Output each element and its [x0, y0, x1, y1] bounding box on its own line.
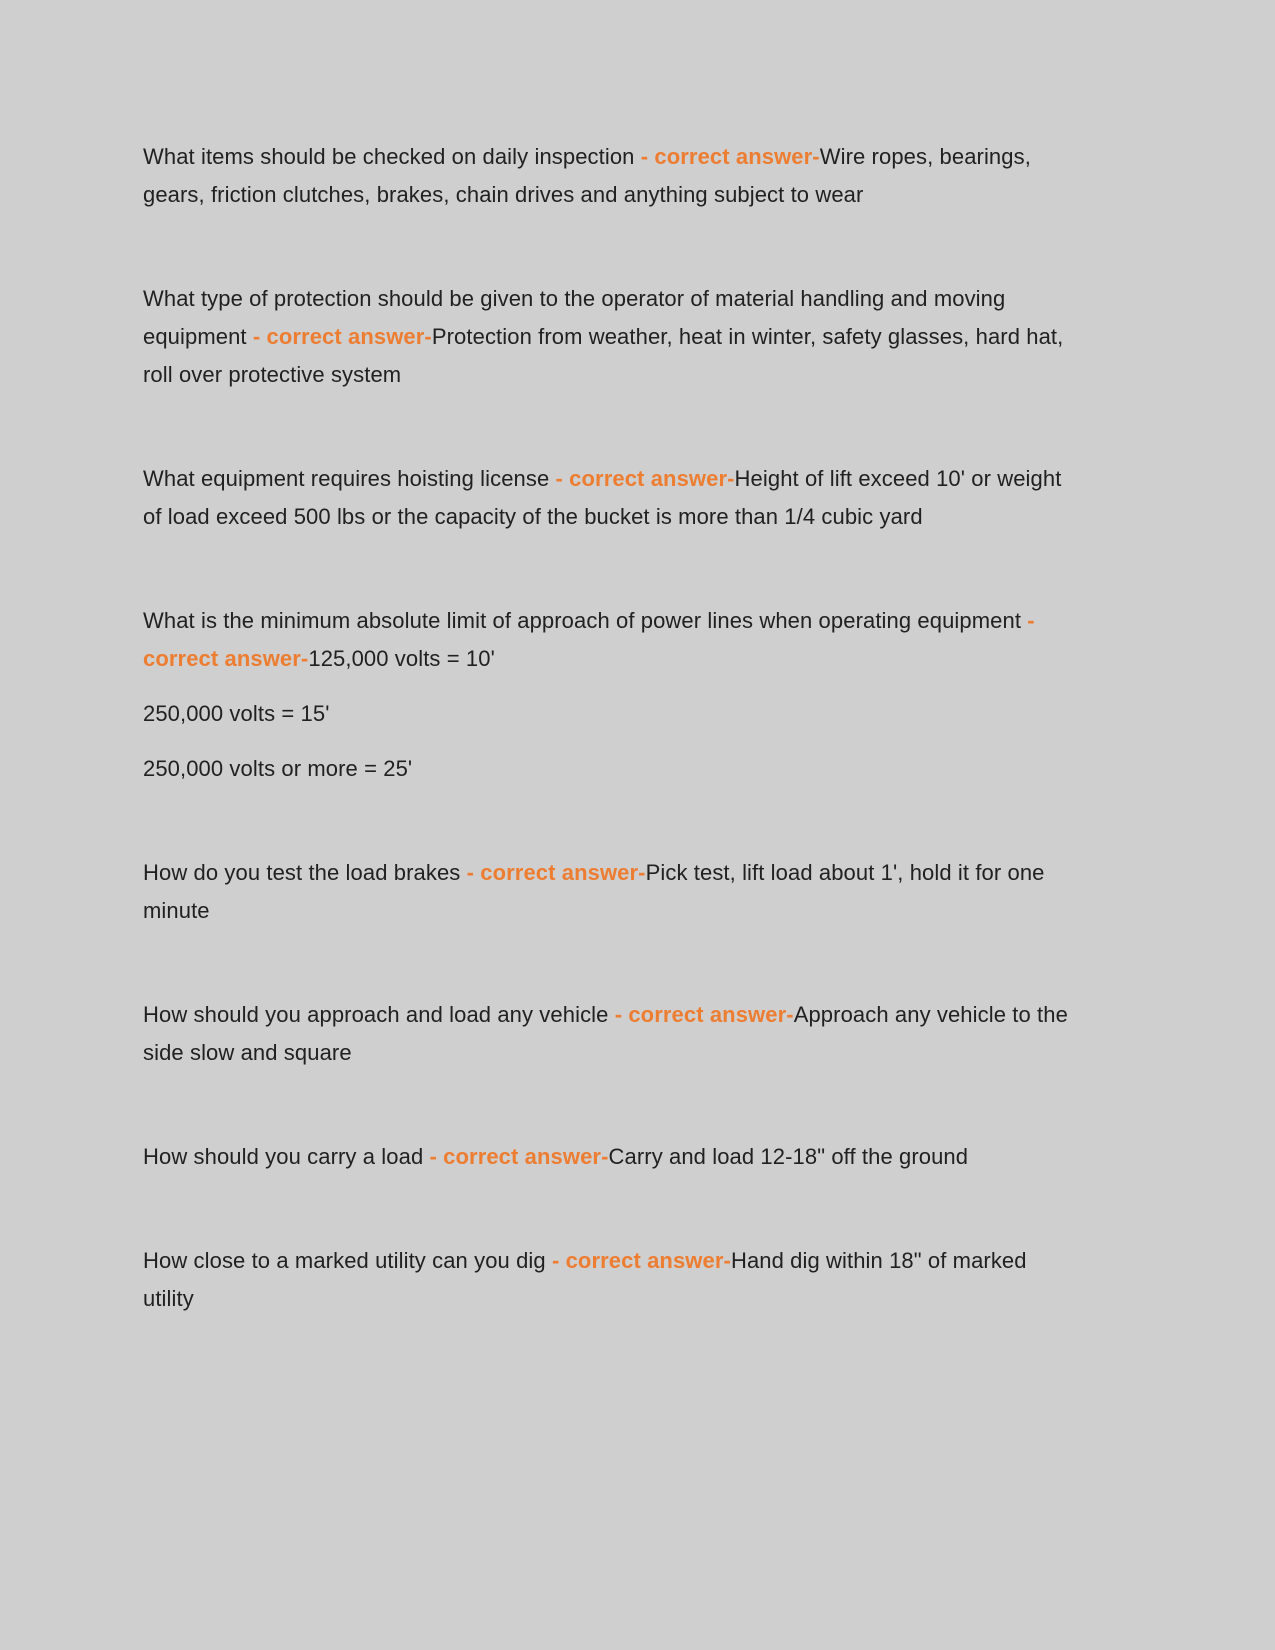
qa-block [143, 602, 1083, 788]
correct-answer-marker: - correct answer- [555, 466, 735, 491]
qa-block [143, 280, 1083, 394]
qa-paragraph [143, 854, 1083, 930]
qa-paragraph [143, 1242, 1083, 1318]
correct-answer-marker: - correct answer- [466, 860, 646, 885]
answer-text: Wire ropes, bearings, gears, friction clutches, brakes, chain drives and anything subject to wear [143, 144, 1031, 207]
correct-answer-marker: - correct answer- [640, 144, 820, 169]
qa-block [143, 854, 1083, 930]
qa-paragraph [143, 280, 1083, 394]
qa-paragraph [143, 602, 1083, 678]
document-content [143, 138, 1083, 1318]
question-text: What is the minimum absolute limit of approach of power lines when operating equipment [143, 608, 1028, 633]
question-text: What equipment requires hoisting license [143, 466, 556, 491]
question-text: What type of protection should be given to the operator of material handling and moving equipment [143, 286, 1006, 349]
qa-paragraph [143, 996, 1083, 1072]
qa-block [143, 138, 1083, 214]
qa-paragraph [143, 138, 1083, 214]
answer-text: Height of lift exceed 10' or weight of load exceed 500 lbs or the capacity of the bucket is more than 1/4 cubic yard [143, 466, 1062, 529]
answer-extra-line: 250,000 volts = 15' [143, 701, 330, 726]
answer-text: Approach any vehicle to the side slow and square [143, 1002, 1068, 1065]
correct-answer-marker: - correct answer- [143, 608, 1035, 671]
correct-answer-marker: - correct answer- [429, 1144, 609, 1169]
qa-block [143, 460, 1083, 536]
question-text: How should you carry a load [143, 1144, 430, 1169]
question-text: How close to a marked utility can you dig [143, 1248, 552, 1273]
qa-block [143, 996, 1083, 1072]
answer-text: Protection from weather, heat in winter, safety glasses, hard hat, roll over protective system [143, 324, 1064, 387]
qa-block [143, 1138, 1083, 1176]
correct-answer-marker: - correct answer- [614, 1002, 794, 1027]
answer-extra-line: 250,000 volts or more = 25' [143, 756, 413, 781]
answer-text: 125,000 volts = 10' [308, 646, 495, 671]
question-text: What items should be checked on daily inspection [143, 144, 641, 169]
answer-text: Hand dig within 18" of marked utility [143, 1248, 1027, 1311]
answer-text: Pick test, lift load about 1', hold it for one minute [143, 860, 1045, 923]
qa-paragraph [143, 460, 1083, 536]
qa-block [143, 1242, 1083, 1318]
question-text: How should you approach and load any vehicle [143, 1002, 615, 1027]
qa-paragraph [143, 1138, 1083, 1176]
correct-answer-marker: - correct answer- [551, 1248, 731, 1273]
question-text: How do you test the load brakes [143, 860, 467, 885]
correct-answer-marker: - correct answer- [252, 324, 432, 349]
answer-text: Carry and load 12-18" off the ground [608, 1144, 969, 1169]
